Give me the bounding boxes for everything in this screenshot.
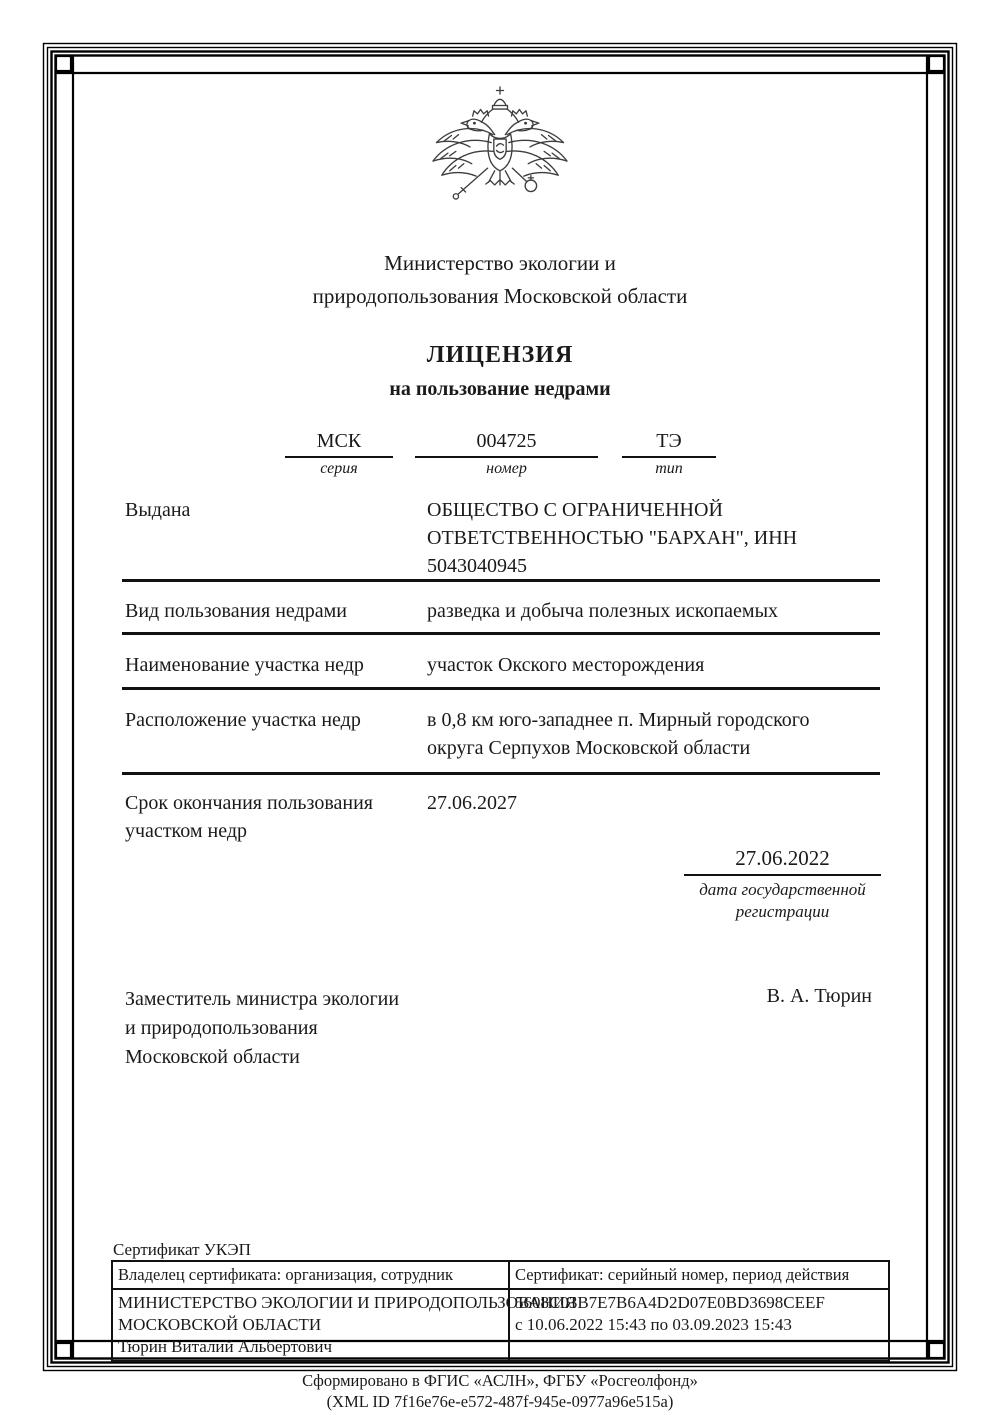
field-value-issued-to: ОБЩЕСТВО С ОГРАНИЧЕННОЙ ОТВЕТСТВЕННОСТЬЮ "БАРХАН", ИНН 5043040945 [427, 499, 798, 577]
type-block [622, 430, 716, 478]
field-label-area-name: Наименование участка недр [125, 654, 364, 676]
registration-date-block [684, 846, 881, 923]
separator-line [122, 632, 880, 635]
owner-person-name: Тюрин Виталий Альбертович [118, 1337, 333, 1356]
ministry-name-line1: Министерство экологии и [384, 251, 616, 275]
series-value: МСК [285, 430, 393, 458]
type-label: тип [655, 460, 683, 477]
footer-xml-id: (XML ID 7f16e76e-e572-487f-945e-0977a96e515a) [326, 1392, 674, 1411]
signatory-position-line2: и природопользования [125, 1017, 318, 1039]
owner-organization-line2: МОСКОВСКОЙ ОБЛАСТИ [118, 1315, 322, 1334]
separator-line [122, 687, 880, 690]
field-label-use-type: Вид пользования недрами [125, 600, 347, 622]
generation-footer [0, 1370, 1000, 1412]
field-label-area-location: Расположение участка недр [125, 709, 361, 731]
field-value-area-location: в 0,8 км юго-западнее п. Мирный городского округа Серпухов Московской области [427, 709, 810, 759]
type-value: ТЭ [622, 430, 716, 458]
ministry-name-line2: природопользования Московской области [312, 284, 688, 308]
number-block [415, 430, 598, 478]
document-title: ЛИЦЕНЗИЯ [426, 342, 574, 368]
footer-generated-by: Сформировано в ФГИС «АСЛН», ФГБУ «Росгеолфонд» [302, 1371, 698, 1390]
signatory-name: В. А. Тюрин [766, 985, 872, 1007]
certificate-owner-header: Владелец сертификата: организация, сотрудник [113, 1262, 510, 1288]
field-label-issued-to: Выдана [125, 499, 191, 521]
separator-line [122, 579, 880, 582]
registration-date-label: дата государственной регистрации [699, 880, 866, 921]
field-value-use-type: разведка и добыча полезных ископаемых [427, 600, 779, 622]
separator-line [122, 772, 880, 775]
certificate-table-header-row [113, 1262, 888, 1290]
certificate-validity-period: с 10.06.2022 15:43 по 03.09.2023 15:43 [515, 1315, 792, 1334]
number-value: 004725 [415, 430, 598, 458]
document-subtitle: на пользование недрами [389, 378, 611, 400]
registration-date: 27.06.2022 [684, 846, 881, 876]
series-block [285, 430, 393, 478]
field-value-expiry: 27.06.2027 [427, 792, 517, 814]
owner-organization-line1: МИНИСТЕРСТВО ЭКОЛОГИИ И ПРИРОДОПОЛЬЗОВАНИЯ [118, 1293, 577, 1312]
series-label: серия [320, 460, 358, 477]
certificate-serial-header: Сертификат: серийный номер, период действия [515, 1265, 850, 1284]
signatory-position [125, 985, 435, 1072]
signatory-position-line1: Заместитель министра экологии [125, 988, 400, 1010]
signatory-position-line3: Московской области [125, 1046, 300, 1068]
certificate-table [111, 1260, 890, 1362]
certificate-table-body-row [113, 1290, 888, 1360]
certificate-section-title: Сертификат УКЭП [113, 1240, 251, 1259]
field-label-expiry: Срок окончания пользования участком недр [125, 792, 373, 842]
field-value-area-name: участок Окского месторождения [427, 654, 705, 676]
certificate-owner-cell [113, 1290, 577, 1360]
coat-of-arms-icon [425, 84, 575, 217]
certificate-serial-number: 5608C03B7E7B6A4D2D07E0BD3698CEEF [515, 1293, 825, 1312]
ministry-name [0, 247, 1000, 313]
number-label: номер [486, 460, 527, 477]
